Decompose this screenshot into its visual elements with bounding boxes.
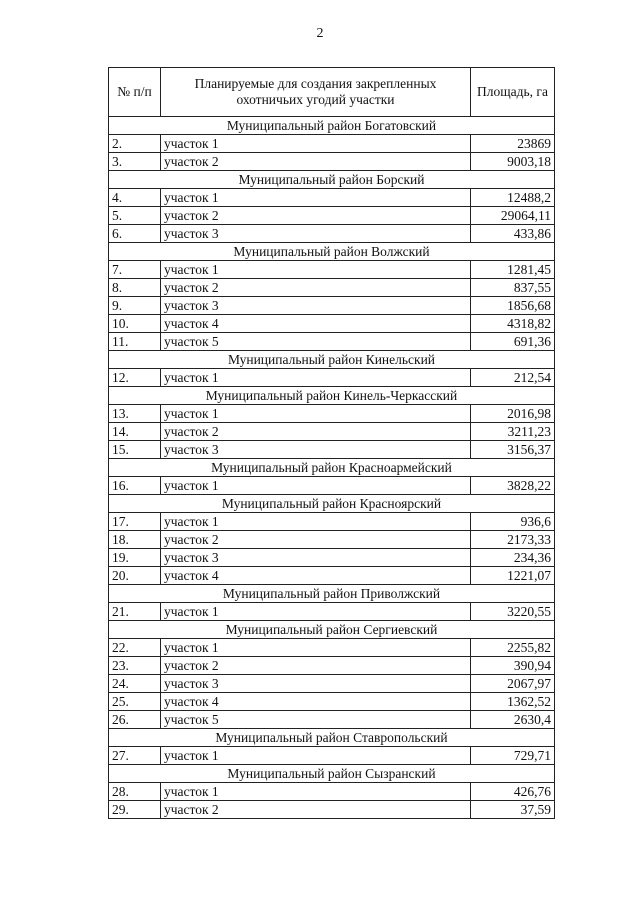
- plot-name: участок 1: [161, 135, 471, 153]
- district-row: [109, 171, 555, 189]
- district-row: [109, 585, 555, 603]
- plot-name: участок 2: [161, 279, 471, 297]
- row-number: 10.: [109, 315, 161, 333]
- plot-name: участок 3: [161, 297, 471, 315]
- plot-name: участок 2: [161, 423, 471, 441]
- district-name: Муниципальный район Борский: [109, 171, 555, 189]
- plot-name: участок 4: [161, 315, 471, 333]
- district-row: [109, 729, 555, 747]
- plot-area: 2630,4: [471, 711, 555, 729]
- plot-area: 729,71: [471, 747, 555, 765]
- table-row: [109, 423, 555, 441]
- district-row: [109, 351, 555, 369]
- district-name: Муниципальный район Кинель-Черкасский: [109, 387, 555, 405]
- row-number: 5.: [109, 207, 161, 225]
- plot-name: участок 2: [161, 207, 471, 225]
- plot-name: участок 1: [161, 603, 471, 621]
- row-number: 16.: [109, 477, 161, 495]
- plot-name: участок 5: [161, 333, 471, 351]
- table-row: [109, 675, 555, 693]
- plot-area: 3828,22: [471, 477, 555, 495]
- header-number: № п/п: [109, 68, 161, 117]
- table-row: [109, 711, 555, 729]
- plot-name: участок 4: [161, 567, 471, 585]
- table-row: [109, 225, 555, 243]
- district-row: [109, 621, 555, 639]
- table-row: [109, 207, 555, 225]
- plot-area: 1856,68: [471, 297, 555, 315]
- row-number: 20.: [109, 567, 161, 585]
- table-row: [109, 603, 555, 621]
- district-name: Муниципальный район Ставропольский: [109, 729, 555, 747]
- plot-name: участок 1: [161, 189, 471, 207]
- district-row: [109, 459, 555, 477]
- row-number: 25.: [109, 693, 161, 711]
- table-row: [109, 567, 555, 585]
- row-number: 28.: [109, 783, 161, 801]
- table-row: [109, 549, 555, 567]
- row-number: 19.: [109, 549, 161, 567]
- plot-area: 12488,2: [471, 189, 555, 207]
- plot-name: участок 3: [161, 549, 471, 567]
- plot-area: 3211,23: [471, 423, 555, 441]
- row-number: 11.: [109, 333, 161, 351]
- plot-name: участок 1: [161, 405, 471, 423]
- district-name: Муниципальный район Приволжский: [109, 585, 555, 603]
- row-number: 17.: [109, 513, 161, 531]
- table-row: [109, 279, 555, 297]
- hunting-plots-table: [108, 67, 555, 819]
- row-number: 21.: [109, 603, 161, 621]
- table-row: [109, 657, 555, 675]
- row-number: 4.: [109, 189, 161, 207]
- plot-name: участок 3: [161, 441, 471, 459]
- plot-area: 1281,45: [471, 261, 555, 279]
- row-number: 29.: [109, 801, 161, 819]
- plot-name: участок 1: [161, 513, 471, 531]
- plot-name: участок 1: [161, 261, 471, 279]
- plot-name: участок 5: [161, 711, 471, 729]
- plot-area: 1221,07: [471, 567, 555, 585]
- plot-name: участок 3: [161, 225, 471, 243]
- plot-name: участок 2: [161, 657, 471, 675]
- plot-area: 2173,33: [471, 531, 555, 549]
- table-body: [109, 117, 555, 819]
- district-row: [109, 243, 555, 261]
- row-number: 24.: [109, 675, 161, 693]
- row-number: 2.: [109, 135, 161, 153]
- table-header-row: [109, 68, 555, 117]
- row-number: 9.: [109, 297, 161, 315]
- table-row: [109, 297, 555, 315]
- row-number: 15.: [109, 441, 161, 459]
- plot-area: 2255,82: [471, 639, 555, 657]
- plot-area: 691,36: [471, 333, 555, 351]
- table-row: [109, 531, 555, 549]
- table-row: [109, 693, 555, 711]
- table-row: [109, 747, 555, 765]
- table-row: [109, 639, 555, 657]
- row-number: 12.: [109, 369, 161, 387]
- plot-name: участок 4: [161, 693, 471, 711]
- district-row: [109, 117, 555, 135]
- plot-area: 234,36: [471, 549, 555, 567]
- plot-area: 426,76: [471, 783, 555, 801]
- row-number: 23.: [109, 657, 161, 675]
- plot-area: 23869: [471, 135, 555, 153]
- table-row: [109, 333, 555, 351]
- plot-area: 37,59: [471, 801, 555, 819]
- row-number: 6.: [109, 225, 161, 243]
- plot-name: участок 1: [161, 639, 471, 657]
- district-name: Муниципальный район Красноярский: [109, 495, 555, 513]
- plot-area: 2067,97: [471, 675, 555, 693]
- table-row: [109, 405, 555, 423]
- plot-name: участок 1: [161, 747, 471, 765]
- plot-name: участок 2: [161, 531, 471, 549]
- plot-area: 3220,55: [471, 603, 555, 621]
- plot-area: 212,54: [471, 369, 555, 387]
- table-row: [109, 261, 555, 279]
- plot-name: участок 1: [161, 783, 471, 801]
- plot-area: 29064,11: [471, 207, 555, 225]
- district-name: Муниципальный район Красноармейский: [109, 459, 555, 477]
- district-name: Муниципальный район Богатовский: [109, 117, 555, 135]
- district-name: Муниципальный район Сызранский: [109, 765, 555, 783]
- table-row: [109, 513, 555, 531]
- row-number: 13.: [109, 405, 161, 423]
- plot-name: участок 1: [161, 477, 471, 495]
- plot-area: 837,55: [471, 279, 555, 297]
- row-number: 7.: [109, 261, 161, 279]
- header-plot: Планируемые для создания закрепленных охотничьих угодий участки: [161, 68, 471, 117]
- table-row: [109, 153, 555, 171]
- row-number: 8.: [109, 279, 161, 297]
- table-row: [109, 477, 555, 495]
- row-number: 22.: [109, 639, 161, 657]
- plot-area: 390,94: [471, 657, 555, 675]
- plot-area: 1362,52: [471, 693, 555, 711]
- plot-area: 936,6: [471, 513, 555, 531]
- table-row: [109, 441, 555, 459]
- plot-name: участок 1: [161, 369, 471, 387]
- table-row: [109, 783, 555, 801]
- plot-name: участок 2: [161, 153, 471, 171]
- row-number: 18.: [109, 531, 161, 549]
- page-number: 2: [316, 26, 324, 41]
- table-row: [109, 315, 555, 333]
- table-row: [109, 135, 555, 153]
- table-row: [109, 369, 555, 387]
- plot-area: 3156,37: [471, 441, 555, 459]
- row-number: 26.: [109, 711, 161, 729]
- row-number: 27.: [109, 747, 161, 765]
- table-row: [109, 801, 555, 819]
- district-name: Муниципальный район Кинельский: [109, 351, 555, 369]
- row-number: 3.: [109, 153, 161, 171]
- plot-area: 433,86: [471, 225, 555, 243]
- district-row: [109, 387, 555, 405]
- plot-area: 2016,98: [471, 405, 555, 423]
- district-name: Муниципальный район Волжский: [109, 243, 555, 261]
- plot-name: участок 3: [161, 675, 471, 693]
- row-number: 14.: [109, 423, 161, 441]
- table-row: [109, 189, 555, 207]
- district-row: [109, 765, 555, 783]
- district-name: Муниципальный район Сергиевский: [109, 621, 555, 639]
- district-row: [109, 495, 555, 513]
- plot-area: 4318,82: [471, 315, 555, 333]
- plot-area: 9003,18: [471, 153, 555, 171]
- header-area: Площадь, га: [471, 68, 555, 117]
- plot-name: участок 2: [161, 801, 471, 819]
